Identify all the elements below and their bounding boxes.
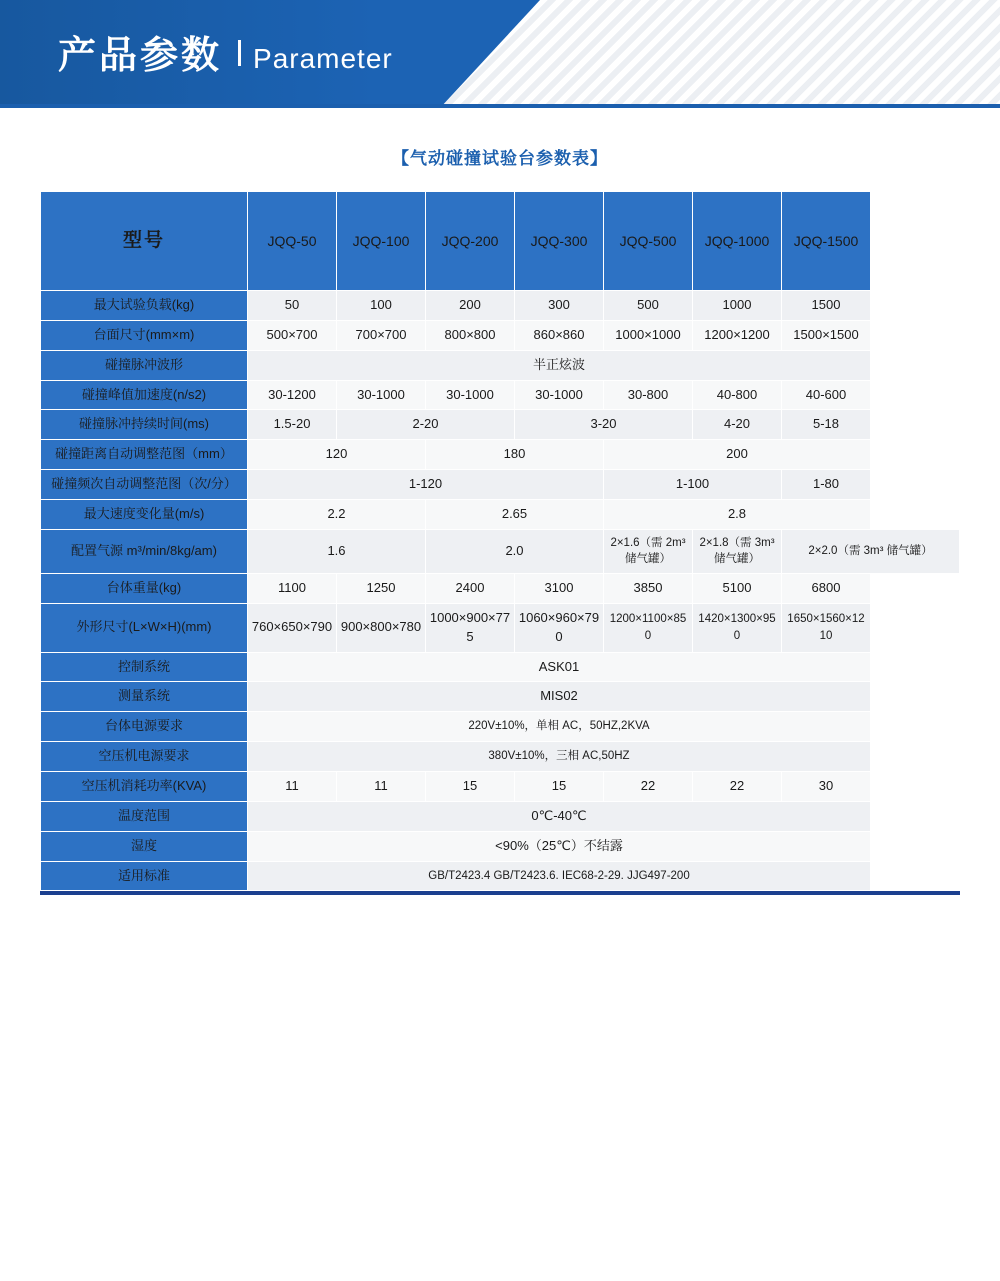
spec-cell: 1-120 (248, 470, 604, 500)
spec-cell: 380V±10%，三相 AC,50HZ (248, 742, 871, 772)
table-row (41, 350, 960, 380)
spec-cell: 6800 (782, 574, 871, 604)
spec-cell: 2×1.6（需 2m³储气罐） (604, 529, 693, 573)
spec-cell: 1200×1200 (693, 320, 782, 350)
spec-table-model-header: JQQ-50 (248, 192, 337, 291)
spec-row-label: 适用标准 (41, 861, 248, 891)
table-row (41, 861, 960, 891)
table-row (41, 380, 960, 410)
spec-cell: 1500 (782, 291, 871, 321)
spec-row-label: 空压机电源要求 (41, 742, 248, 772)
spec-cell: 2.0 (426, 529, 604, 573)
spec-cell: 700×700 (337, 320, 426, 350)
spec-table-model-header: JQQ-500 (604, 192, 693, 291)
spec-cell: 30-1200 (248, 380, 337, 410)
spec-row-label: 最大速度变化量(m/s) (41, 499, 248, 529)
spec-cell: 1500×1500 (782, 320, 871, 350)
spec-row-label: 控制系统 (41, 652, 248, 682)
spec-cell: 1100 (248, 574, 337, 604)
spec-cell: 30 (782, 772, 871, 802)
spec-cell: 15 (515, 772, 604, 802)
spec-cell: 3-20 (515, 410, 693, 440)
spec-row-label: 配置气源 m³/min/8kg/am) (41, 529, 248, 573)
spec-cell: 5100 (693, 574, 782, 604)
spec-cell: 2400 (426, 574, 515, 604)
spec-cell: 1000 (693, 291, 782, 321)
spec-table-model-header: JQQ-300 (515, 192, 604, 291)
spec-cell: 200 (426, 291, 515, 321)
spec-row-label: 碰撞脉冲持续时间(ms) (41, 410, 248, 440)
spec-cell: 1200×1100×850 (604, 603, 693, 652)
spec-cell: ASK01 (248, 652, 871, 682)
spec-cell: 2-20 (337, 410, 515, 440)
table-row (41, 603, 960, 652)
spec-cell: <90%（25℃）不结露 (248, 831, 871, 861)
spec-table-corner-label: 型号 (41, 192, 248, 291)
spec-table-header-row (41, 192, 960, 291)
spec-row-label: 碰撞脉冲波形 (41, 350, 248, 380)
table-row (41, 410, 960, 440)
banner-underline (0, 104, 1000, 108)
table-row (41, 801, 960, 831)
table-row (41, 499, 960, 529)
spec-cell: 0℃-40℃ (248, 801, 871, 831)
spec-cell: 22 (604, 772, 693, 802)
spec-cell: 1250 (337, 574, 426, 604)
spec-cell: 2×2.0（需 3m³ 储气罐） (782, 529, 960, 573)
spec-cell: 1.5-20 (248, 410, 337, 440)
spec-cell: 1000×1000 (604, 320, 693, 350)
table-row (41, 320, 960, 350)
spec-row-label: 最大试验负载(kg) (41, 291, 248, 321)
spec-cell: 1.6 (248, 529, 426, 573)
spec-cell: 40-800 (693, 380, 782, 410)
spec-cell: 50 (248, 291, 337, 321)
spec-cell: 22 (693, 772, 782, 802)
spec-cell: 30-1000 (337, 380, 426, 410)
spec-table-model-header: JQQ-200 (426, 192, 515, 291)
table-row (41, 831, 960, 861)
spec-row-label: 温度范围 (41, 801, 248, 831)
spec-table-model-header: JQQ-1000 (693, 192, 782, 291)
table-row (41, 440, 960, 470)
spec-cell: 1420×1300×950 (693, 603, 782, 652)
spec-table (40, 191, 960, 891)
table-row (41, 291, 960, 321)
spec-cell: 30-1000 (515, 380, 604, 410)
spec-table-model-header: JQQ-1500 (782, 192, 871, 291)
spec-cell: 30-800 (604, 380, 693, 410)
spec-cell: 500 (604, 291, 693, 321)
table-row (41, 772, 960, 802)
spec-cell: 30-1000 (426, 380, 515, 410)
spec-row-label: 湿度 (41, 831, 248, 861)
spec-cell: 120 (248, 440, 426, 470)
spec-row-label: 台体电源要求 (41, 712, 248, 742)
spec-cell: 900×800×780 (337, 603, 426, 652)
table-row (41, 712, 960, 742)
spec-cell: 半正炫波 (248, 350, 871, 380)
spec-cell: 4-20 (693, 410, 782, 440)
table-bottom-accent (40, 891, 960, 895)
spec-cell: MIS02 (248, 682, 871, 712)
table-row (41, 574, 960, 604)
spec-cell: 15 (426, 772, 515, 802)
table-row (41, 682, 960, 712)
spec-cell: 100 (337, 291, 426, 321)
spec-cell: 500×700 (248, 320, 337, 350)
table-row (41, 470, 960, 500)
spec-cell: 1650×1560×1210 (782, 603, 871, 652)
spec-cell: 2.65 (426, 499, 604, 529)
spec-row-label: 外形尺寸(L×W×H)(mm) (41, 603, 248, 652)
spec-cell: 860×860 (515, 320, 604, 350)
spec-row-label: 碰撞频次自动调整范图（次/分） (41, 470, 248, 500)
spec-table-wrapper (40, 191, 960, 891)
spec-cell: 11 (248, 772, 337, 802)
spec-row-label: 碰撞距离自动调整范图（mm） (41, 440, 248, 470)
spec-cell: 1000×900×775 (426, 603, 515, 652)
spec-cell: 5-18 (782, 410, 871, 440)
table-row (41, 652, 960, 682)
spec-cell: 3100 (515, 574, 604, 604)
banner-divider-bar (238, 40, 241, 66)
spec-cell: 2×1.8（需 3m³储气罐） (693, 529, 782, 573)
spec-table-model-header: JQQ-100 (337, 192, 426, 291)
spec-cell: GB/T2423.4 GB/T2423.6. IEC68-2-29. JJG497-200 (248, 861, 871, 891)
spec-cell: 2.2 (248, 499, 426, 529)
spec-cell: 220V±10%，单相 AC，50HZ,2KVA (248, 712, 871, 742)
spec-row-label: 空压机消耗功率(KVA) (41, 772, 248, 802)
spec-cell: 11 (337, 772, 426, 802)
spec-cell: 2.8 (604, 499, 871, 529)
table-row (41, 529, 960, 573)
spec-row-label: 台体重量(kg) (41, 574, 248, 604)
spec-cell: 200 (604, 440, 871, 470)
spec-cell: 3850 (604, 574, 693, 604)
spec-cell: 1-80 (782, 470, 871, 500)
table-row (41, 742, 960, 772)
spec-cell: 180 (426, 440, 604, 470)
spec-cell: 1-100 (604, 470, 782, 500)
spec-row-label: 测量系统 (41, 682, 248, 712)
spec-cell: 40-600 (782, 380, 871, 410)
banner-title-group (58, 34, 393, 78)
spec-cell: 300 (515, 291, 604, 321)
spec-row-label: 碰撞峰值加速度(n/s2) (41, 380, 248, 410)
spec-cell: 1060×960×790 (515, 603, 604, 652)
spec-row-label: 台面尺寸(mm×m) (41, 320, 248, 350)
spec-cell: 760×650×790 (248, 603, 337, 652)
banner-title-cn: 产品参数 (58, 35, 223, 77)
page-header-banner (0, 0, 1000, 108)
banner-title-en: Parameter (253, 43, 393, 74)
spec-cell: 800×800 (426, 320, 515, 350)
spec-table-title: 【气动碰撞试验台参数表】 (392, 149, 608, 168)
